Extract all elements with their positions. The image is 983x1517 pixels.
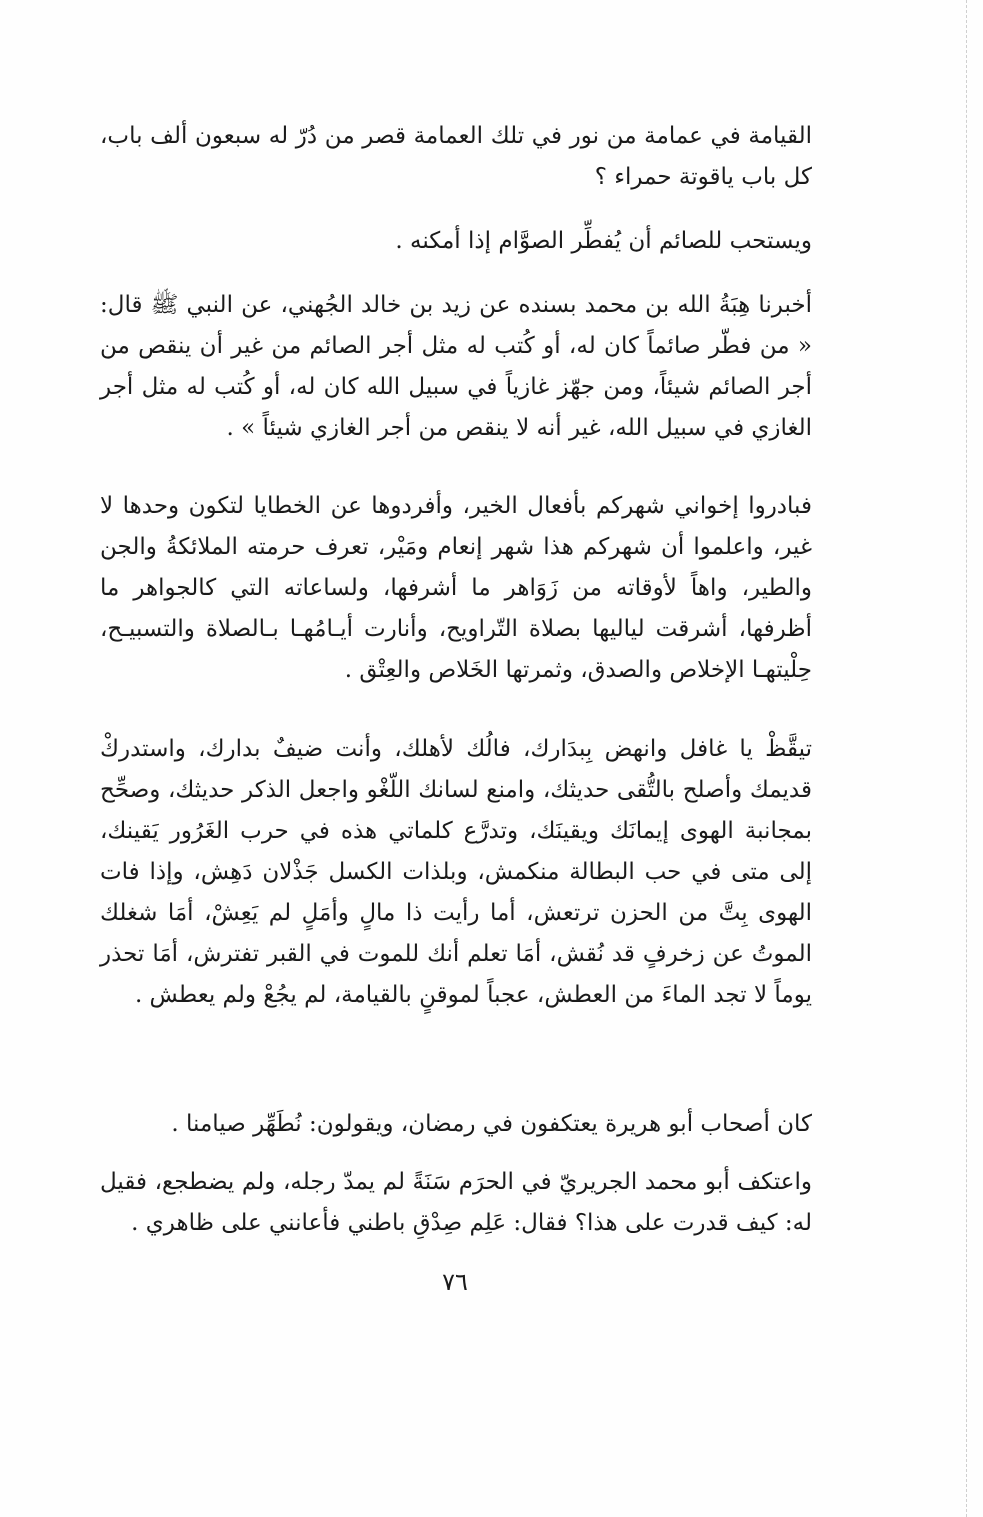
paragraph-text: أخبرنا هِبَةُ الله بن محمد بسنده عن زيد بن خالد الجُهني، عن النبي ﷺ قال: « من فطّر صائماً كان له، أو كُتب له مثل أجر الصائم من غير أن ينقص من أجر الصائم شيئاً، ومن جهّز غازياً في سبيل الله كان له، أو كُتب له مثل أجر الغازي في سبيل الله، غير أنه لا ينقص من أجر الغازي شيئاً » . bbox=[100, 292, 812, 441]
paragraph-5 bbox=[100, 729, 812, 1016]
paragraph-text: فبادروا إخواني شهركم بأفعال الخير، وأفردوها عن الخطايا لتكون وحدها لا غير، واعلموا أن شهركم هذا شهر إنعام ومَيْر، تعرف حرمته الملائكةُ والجن والطير، واهاً لأوقاته من زَوَاهر ما أشرفها، ولساعاته التي كالجواهر ما أظرفها، أشرقت لياليها بصلاة التّراويح، وأنارت أيـامُهـا بـالصلاة والتسبيـح، حِلْيتهـا الإخلاص والصدق، وثمرتها الخَلاص والعِتْق . bbox=[100, 493, 812, 683]
paragraph-1 bbox=[100, 116, 812, 198]
paragraph-6 bbox=[100, 1104, 812, 1145]
paragraph-3-hadith bbox=[100, 285, 812, 449]
paragraph-text: واعتكف أبو محمد الجريريّ في الحرَم سَنَةً لم يمدّ رجله، ولم يضطجع، فقيل له: كيف قدرت على هذا؟ فقال: عَلِم صِدْقِ باطني فأعانني على ظاهري . bbox=[100, 1169, 812, 1236]
paragraph-text: كان أصحاب أبو هريرة يعتكفون في رمضان، ويقولون: نُطَهِّر صيامنا . bbox=[171, 1111, 812, 1137]
paragraph-7 bbox=[100, 1162, 812, 1244]
paragraph-4 bbox=[100, 486, 812, 691]
scan-edge-line bbox=[966, 0, 967, 1517]
paragraph-text: تيقَّظْ يا غافل وانهض بِبدَارك، فالُك لأهلك، وأنت ضيفٌ بدارك، واستدركْ قديمك وأصلح بالتُّقى حديثك، وامنع لسانك اللّغْو واجعل الذكر حديثك، وصحِّح بمجانبة الهوى إيمانَك ويقينَك، وتدرَّع كلماتي هذه في حرب الغَرُور يَقينك، إلى متى في حب البطالة منكمش، وبلذات الكسل جَذْلان دَهِش، وإذا فات الهوى بِتَّ من الحزن ترتعش، أما رأيت ذا مالٍ وأمَلٍ لم يَعِشْ، أمَا شغلك الموتُ عن زخرفٍ قد نُقش، أمَا تعلم أنك للموت في القبر تفترش، أمَا تحذر يوماً لا تجد الماءَ من العطش، عجباً لموقنٍ بالقيامة، لم يجُعْ ولم يعطش . bbox=[100, 736, 812, 1008]
paragraph-2 bbox=[100, 221, 812, 262]
paragraph-text: ويستحب للصائم أن يُفطِّر الصوَّام إذا أمكنه . bbox=[395, 228, 812, 254]
page-number: ٧٦ bbox=[442, 1268, 468, 1296]
paragraph-text: القيامة في عمامة من نور في تلك العمامة قصر من دُرّ له سبعون ألف باب، كل باب ياقوتة حمراء ؟ bbox=[100, 123, 812, 190]
